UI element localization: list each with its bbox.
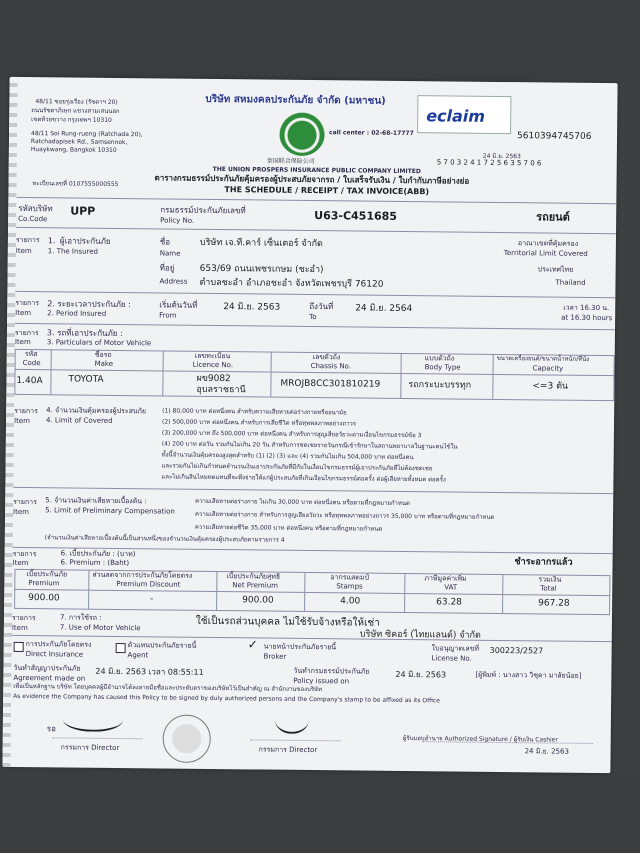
preliminary-line-3: ความเสียหายต่อชีวิต 35,000 บาท ต่อหนึ่งคน หรือตามที่กฎหมายกำหนด <box>194 523 383 533</box>
item-label-th: รายการ <box>13 497 37 507</box>
coverage-line-2: (2) 500,000 บาท ต่อหนึ่งคน สำหรับการเสียชีวิต หรือทุพพลภาพอย่างถาวร <box>161 418 357 428</box>
address-th-2: ถนนรัชดาภิเษก แขวงสามเสนนอก <box>31 107 120 115</box>
issuer-name: [ผู้พิมพ์ : นางสาว วิชุดา มาลัยน้อย] <box>475 670 582 680</box>
divider <box>15 291 615 298</box>
director-1-label: กรรมการ Director <box>60 743 120 753</box>
coverage-line-6: และรวมกันไม่เกินกำหนดจำนวนเงินเอาประกันภัยที่มีกับในเงื่อนไขกรมธรรม์ผู้เอาประกันภัยที่ไม่ต้องชดเชย <box>161 462 433 473</box>
premium-header-stamps-th: อากรแสตมป์ <box>330 573 369 582</box>
item-label-en: Item <box>15 308 32 318</box>
signature-line <box>251 739 341 741</box>
coverage-label-th: 4. จำนวนเงินคุ้มครองผู้ประสบภัย <box>46 406 147 416</box>
item-label-th: รายการ <box>14 328 39 338</box>
period-time-en: at 16.30 hours <box>561 313 613 323</box>
coverage-label-en: 4. Limit of Covered <box>45 416 113 425</box>
signature-director-2-icon <box>275 706 309 734</box>
divider <box>12 635 612 642</box>
premium-discount-value: - <box>150 594 154 605</box>
agreement-date: 24 มิ.ย. 2563 เวลา 08:55:11 <box>95 666 204 677</box>
premium-header-net-th: เบี้ยประกันภัยสุทธิ <box>226 572 281 581</box>
barcode-small-number: 5 7 0 3 2 4 1 7 2 5 6 3 5 7 0 6 <box>436 158 542 168</box>
license-label-en: License No. <box>431 654 472 663</box>
use-label-en: 7. Use of Motor Vehicle <box>59 623 141 633</box>
address-en-1: 48/11 Soi Rung-rueng (Ratchada 20), <box>30 130 143 139</box>
policy-no-label-th: กรมธรรม์ประกันภัยเลขที่ <box>160 205 246 216</box>
company-name-th: บริษัท สหมงคลประกันภัย จำกัด (มหาชน) <box>205 93 386 107</box>
co-code-label-th: รหัสบริษัท <box>18 203 53 214</box>
item-label-en: Item <box>13 507 30 517</box>
coverage-line-4: (4) 200 บาท ต่อวัน รวมกันไม่เกิน 20 วัน สำหรับการชดเชยรายวันกรณีเข้ารักษาในสถานพยาบาลในฐานะคนไข้ใน <box>161 440 458 451</box>
agent-label-th: ตัวแทนประกันภัยรายนี้ <box>127 641 197 650</box>
direct-insurance-label-en: Direct Insurance <box>25 650 84 659</box>
premium-header-stamps-en: Stamps <box>336 582 363 591</box>
company-seal-icon <box>162 714 211 763</box>
vehicle-code: 1.40A <box>16 375 43 387</box>
vehicle-type: รถยนต์ <box>536 210 570 224</box>
vehicle-licence-1: ผข9082 <box>196 373 231 385</box>
item-label-en: Item <box>13 416 31 426</box>
premium-header-total-en: Total <box>540 584 557 593</box>
territory-label-en: Territorial Limit Covered <box>503 249 588 258</box>
insurance-document <box>2 77 617 773</box>
vehicle-header-make-th: ชื่อรถ <box>94 350 112 359</box>
net-premium-value: 900.00 <box>242 595 274 606</box>
vehicle-capacity: <=3 ตัน <box>532 381 569 392</box>
period-from-label-th: เริ่มต้นวันที่ <box>159 300 198 310</box>
premium-header-total-th: รวมเงิน <box>538 575 562 584</box>
country-en: Thailand <box>555 278 586 287</box>
vehicle-header-code-en: Code <box>22 358 41 368</box>
broker-label-th: นายหน้าประกันภัยรายนี้ <box>263 642 337 652</box>
item-label-en: Item <box>12 558 29 568</box>
license-label-th: ใบอนุญาตเลขที่ <box>431 644 480 653</box>
vehicle-label-en: 3. Particulars of Motor Vehicle <box>46 338 152 348</box>
barcode-number: 5610394745706 <box>516 131 592 142</box>
call-center: call center : 02-68-17777 <box>329 129 414 138</box>
broker-name: บริษัท ซิคอร์ (ไทยแลนด์) จำกัด <box>359 629 481 641</box>
item-label-en: Item <box>11 623 28 633</box>
issued-date: 24 มิ.ย. 2563 <box>395 669 447 680</box>
document-title-th: ตารางกรมธรรม์ประกันภัยคุ้มครองผู้ประสบภัยจากรถ / ใบเสร็จรับเงิน / ใบกำกับภาษีอย่างย่อ <box>154 173 470 186</box>
insured-address-2: ตำบลชะอำ อำเภอชะอำ จังหวัดเพชรบุรี 76120 <box>199 277 384 290</box>
vehicle-make: TOYOTA <box>68 374 104 385</box>
preliminary-line-2: ความเสียหายต่อร่างกาย สำหรับการสูญเสียอวัยวะ หรือทุพพลภาพอย่างถาวร 35,000 บาท หรือตามที่กฎหมายกำหนด <box>195 510 495 521</box>
vehicle-header-chassis-th: เลขตัวถัง <box>312 353 341 362</box>
agreement-label-th: วันทำสัญญาประกันภัย <box>13 663 81 673</box>
address-th-1: 48/11 ซอยรุ่งเรือง (รัชดาฯ 20) <box>35 98 118 106</box>
vehicle-header-body-th: แบบตัวถัง <box>424 354 455 363</box>
address-en-2: Ratchadapisek Rd., Samsennok, <box>30 138 128 147</box>
coverage-line-7: และไม่เกินสินไหมทดแทนที่จะพึงจ่ายให้แก่ผู้ประสบภัยที่เกินเงื่อนไขกรมธรรม์ต่อครั้ง ต่อผู้เสียหายทั้งหมด ต่อครั้ง <box>161 473 446 484</box>
vat-value: 63.28 <box>436 597 462 608</box>
period-to-label-th: ถึงวันที่ <box>309 301 334 312</box>
insured-label-th: ผู้เอาประกันภัย <box>59 236 111 246</box>
address-label-en: Address <box>159 277 188 286</box>
agent-label-en: Agent <box>127 651 149 660</box>
preliminary-label-th: 5. จำนวนเงินค่าเสียหายเบื้องต้น : <box>45 496 147 506</box>
premium-header-vat-en: VAT <box>444 583 458 592</box>
coverage-line-1: (1) 80,000 บาท ต่อหนึ่งคน สำหรับความเสียหายต่อร่างกายหรืออนามัย <box>162 407 347 417</box>
stamps-value: 4.00 <box>340 596 361 607</box>
evidence-en: As evidence the Company has caused this Policy to be signed by duly authorized persons and the Company's stamp to be affixed as its Office <box>13 692 440 705</box>
name-label-th: ชื่อ <box>159 237 171 247</box>
country-th: ประเทศไทย <box>537 265 574 274</box>
coverage-line-5: ทั้งนี้จำนวนเงินคุ้มครองสูงสุดสำหรับ (1) (2) (3) และ (4) รวมกันไม่เกิน 504,000 บาท ต่อหนึ่งคน <box>161 451 414 462</box>
vehicle-header-capacity-th: ขนาดเครื่องยนต์/ขนาดน้ำหนัก/ที่นั่ง <box>496 354 590 363</box>
vehicle-header-capacity-en: Capacity <box>532 364 564 373</box>
address-th-3: เขตห้วยขวาง กรุงเทพฯ 10310 <box>31 116 112 124</box>
item-label-th: รายการ <box>11 613 36 623</box>
director-2-label: กรรมการ Director <box>258 745 318 755</box>
address-label-th: ที่อยู่ <box>159 263 175 273</box>
divider <box>13 487 613 494</box>
signature-director-1-icon <box>63 707 123 732</box>
vehicle-header-chassis-en: Chassis No. <box>310 362 352 371</box>
item-label-en: Item <box>15 246 32 256</box>
item-label-th: รายการ <box>15 235 40 245</box>
premium-header-discount-en: Premium Discount <box>116 579 181 589</box>
item-label-th: รายการ <box>14 406 38 416</box>
agent-checkbox[interactable] <box>116 643 126 653</box>
insured-name: บริษัท เจ.ที.คาร์ เซ็นเตอร์ จำกัด <box>199 237 323 250</box>
vehicle-chassis: MROJB8CC301810219 <box>280 378 381 390</box>
address-en-3: Huaykwang, Bangkok 10310 <box>30 146 117 154</box>
premium-label-th: 6. เบี้ยประกันภัย : (บาท) <box>60 549 136 559</box>
company-name-en: THE UNION PROSPERS INSURANCE PUBLIC COMPANY LIMITED <box>212 165 421 176</box>
premium-header-premium-en: Premium <box>28 579 60 588</box>
territory-label-th: อาณาเขตที่คุ้มครอง <box>517 239 579 248</box>
period-time-th: เวลา 16.30 น. <box>563 303 610 313</box>
premium-header-discount-th: ส่วนลดจากการประกันภัยโดยตรง <box>92 570 193 580</box>
period-from-date: 24 มิ.ย. 2563 <box>223 302 281 313</box>
vehicle-label-th: 3. รถที่เอาประกันภัย : <box>46 328 123 339</box>
use-value: ใช้เป็นรถส่วนบุคคล ไม่ใช้รับจ้างหรือให้เช่า <box>195 615 380 629</box>
license-no: 300223/2527 <box>489 645 544 656</box>
item-label-en: Item <box>14 337 31 347</box>
premium-value: 900.00 <box>28 593 60 604</box>
period-to-label-en: To <box>309 312 317 322</box>
co-code-label-en: Co.Code <box>18 214 48 224</box>
vehicle-header-licence-en: Licence No. <box>192 360 234 370</box>
period-to-date: 24 มิ.ย. 2564 <box>355 303 413 315</box>
coverage-line-3: (3) 200,000 บาท ถึง 500,000 บาท ต่อหนึ่งคน สำหรับการสูญเสียอวัยวะตามเงื่อนไขกรมธรรม์ข้อ 3 <box>161 429 422 440</box>
premium-header-premium-th: เบี้ยประกันภัย <box>26 570 68 579</box>
co-code-value: UPP <box>70 204 96 218</box>
vehicle-header-licence-th: เลขทะเบียน <box>194 351 231 361</box>
premium-label-en: 6. Premium : (Baht) <box>60 558 130 568</box>
insured-no: 1. <box>47 236 56 246</box>
policy-no-label-en: Policy No. <box>160 216 195 225</box>
authorized-label: ผู้รับมอบอำนาจ Authorized Signature / ผู้รับเงิน Cashier <box>402 734 558 744</box>
issued-label-th: วันทำกรมธรรม์ประกันภัย <box>293 666 370 676</box>
preliminary-label-en: 5. Limit of Preliminary Compensation <box>45 506 175 516</box>
name-label-en: Name <box>159 249 181 258</box>
preliminary-note: (จำนวนเงินค่าเสียหายเบื้องต้นนี้เป็นส่วนหนึ่งของจำนวนเงินคุ้มครองผู้ประสบภัยตามรายการ 4 <box>44 534 285 544</box>
vehicle-header-code-th: รหัส <box>24 350 38 359</box>
globe-logo-icon <box>279 110 325 156</box>
premium-header-net-en: Net Premium <box>232 581 279 590</box>
use-label-th: 7. การใช้รถ : <box>59 613 102 622</box>
eclaim-logo-icon: eclaim <box>417 95 511 134</box>
direct-insurance-checkbox[interactable] <box>14 642 24 652</box>
premium-header-vat-th: ภาษีมูลค่าเพิ่ม <box>424 574 467 583</box>
sign-date: 24 มิ.ย. 2563 <box>524 747 569 756</box>
vehicle-body-type: รถกระบะบรรทุก <box>408 380 472 391</box>
issued-label-en: Policy issued on <box>293 676 350 686</box>
item-label-th: รายการ <box>15 298 40 308</box>
stamp-date: 24 มิ.ย. 2563 <box>482 152 521 161</box>
policy-no-value: U63-C451685 <box>314 209 398 223</box>
total-value: 967.28 <box>538 598 570 609</box>
vehicle-header-make-en: Make <box>94 359 114 368</box>
stamp-duty-paid: ชำระอากรแล้ว <box>514 557 573 568</box>
direct-insurance-label-th: การประกันภัยโดยตรง <box>25 640 92 649</box>
vehicle-licence-2: อุบลราชธานี <box>196 384 246 396</box>
period-from-label-en: From <box>159 311 177 320</box>
divider <box>16 197 616 204</box>
insured-label-en: 1. The Insured <box>47 247 99 256</box>
divider <box>16 227 616 234</box>
broker-label-en: Broker <box>263 652 287 661</box>
insured-address-1: 653/69 ถนนเพชรเกษม (ชะอำ) <box>199 263 324 276</box>
background-top <box>0 0 640 80</box>
vehicle-header-body-en: Body Type <box>424 363 461 372</box>
item-label-th: รายการ <box>12 549 37 559</box>
broker-check-icon: ✓ <box>247 637 258 652</box>
document-title-en: THE SCHEDULE / RECEIPT / TAX INVOICE(ABB) <box>224 185 430 197</box>
agreement-label-en: Agreement made on <box>13 673 86 683</box>
period-label-en: 2. Period Insured <box>47 309 107 318</box>
tax-id: ทะเบียนเลขที่ 0107555000555 <box>32 180 119 188</box>
background-bottom <box>0 770 640 853</box>
signature-line <box>53 737 143 739</box>
preliminary-line-1: ความเสียหายต่อร่างกาย ไม่เกิน 30,000 บาท ต่อหนึ่งคน หรือตามที่กฎหมายกำหนด <box>195 497 410 508</box>
company-name-cn: 泰国联合保险公司 <box>266 157 315 166</box>
evidence-th: เพื่อเป็นหลักฐาน บริษัท โดยบุคคลผู้มีอำนาจได้ลงลายมือชื่อและประทับตราของบริษัทไว้เป็นสำคัญ ณ สำนักงานของบริษัท <box>13 682 323 694</box>
ro-label: รอ <box>46 724 56 734</box>
period-label-th: 2. ระยะเวลาประกันภัย : <box>47 299 131 310</box>
